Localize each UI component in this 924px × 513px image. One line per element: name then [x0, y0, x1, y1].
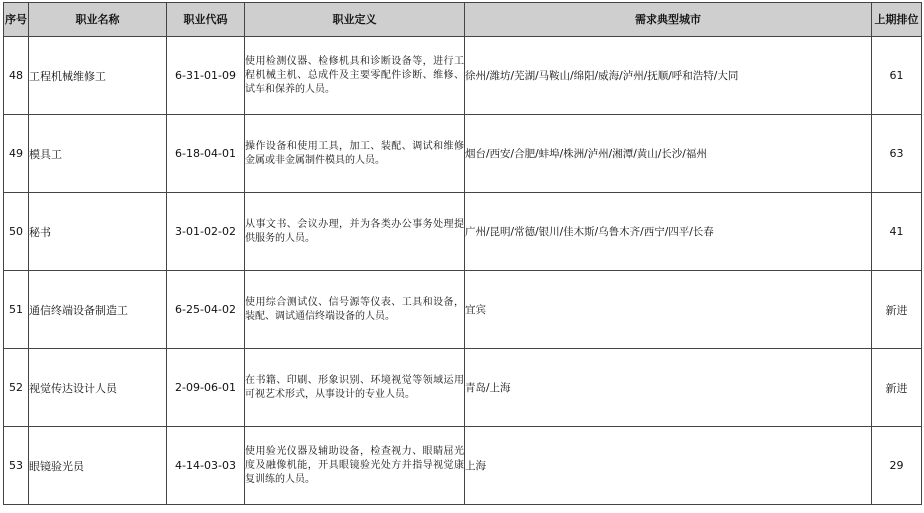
row-last-rank: 41 [872, 193, 922, 271]
table-row [4, 115, 922, 193]
row-seq: 52 [4, 349, 29, 427]
row-definition: 从事文书、会议办理，并为各类办公事务处理提供服务的人员。 [245, 193, 465, 271]
header-cities: 需求典型城市 [465, 3, 872, 37]
row-seq: 53 [4, 427, 29, 505]
row-last-rank: 63 [872, 115, 922, 193]
row-last-rank: 61 [872, 37, 922, 115]
row-cities: 青岛/上海 [465, 349, 872, 427]
header-code: 职业代码 [167, 3, 245, 37]
row-code: 6-25-04-02 [167, 271, 245, 349]
table-row [4, 37, 922, 115]
row-name: 视觉传达设计人员 [29, 349, 167, 427]
row-cities: 宜宾 [465, 271, 872, 349]
header-last-rank: 上期排位 [872, 3, 922, 37]
row-name: 通信终端设备制造工 [29, 271, 167, 349]
row-name: 工程机械维修工 [29, 37, 167, 115]
row-code: 4-14-03-03 [167, 427, 245, 505]
occupation-table [3, 2, 922, 505]
table-row [4, 349, 922, 427]
header-seq: 序号 [4, 3, 29, 37]
table-row [4, 193, 922, 271]
table-row [4, 271, 922, 349]
row-seq: 49 [4, 115, 29, 193]
row-last-rank: 新进 [872, 271, 922, 349]
row-last-rank: 新进 [872, 349, 922, 427]
row-seq: 51 [4, 271, 29, 349]
row-code: 3-01-02-02 [167, 193, 245, 271]
row-name: 眼镜验光员 [29, 427, 167, 505]
row-cities: 徐州/潍坊/芜湖/马鞍山/绵阳/威海/泸州/抚顺/呼和浩特/大同 [465, 37, 872, 115]
header-definition: 职业定义 [245, 3, 465, 37]
row-name: 模具工 [29, 115, 167, 193]
row-definition: 操作设备和使用工具，加工、装配、调试和维修金属或非金属制件模具的人员。 [245, 115, 465, 193]
row-name: 秘书 [29, 193, 167, 271]
row-cities: 烟台/西安/合肥/蚌埠/株洲/泸州/湘潭/黄山/长沙/福州 [465, 115, 872, 193]
row-code: 6-18-04-01 [167, 115, 245, 193]
row-definition: 在书籍、印刷、形象识别、环境视觉等领域运用可视艺术形式，从事设计的专业人员。 [245, 349, 465, 427]
row-cities: 广州/昆明/常德/银川/佳木斯/乌鲁木齐/西宁/四平/长春 [465, 193, 872, 271]
row-code: 6-31-01-09 [167, 37, 245, 115]
row-code: 2-09-06-01 [167, 349, 245, 427]
row-cities: 上海 [465, 427, 872, 505]
row-last-rank: 29 [872, 427, 922, 505]
header-name: 职业名称 [29, 3, 167, 37]
row-seq: 50 [4, 193, 29, 271]
row-definition: 使用综合测试仪、信号源等仪表、工具和设备，装配、调试通信终端设备的人员。 [245, 271, 465, 349]
row-seq: 48 [4, 37, 29, 115]
row-definition: 使用验光仪器及辅助设备，检查视力、眼睛屈光度及融像机能，开具眼镜验光处方并指导视觉康复训练的人员。 [245, 427, 465, 505]
header-row [4, 3, 922, 37]
table-row [4, 427, 922, 505]
row-definition: 使用检测仪器、检修机具和诊断设备等，进行工程机械主机、总成件及主要零配件诊断、维修、试车和保养的人员。 [245, 37, 465, 115]
